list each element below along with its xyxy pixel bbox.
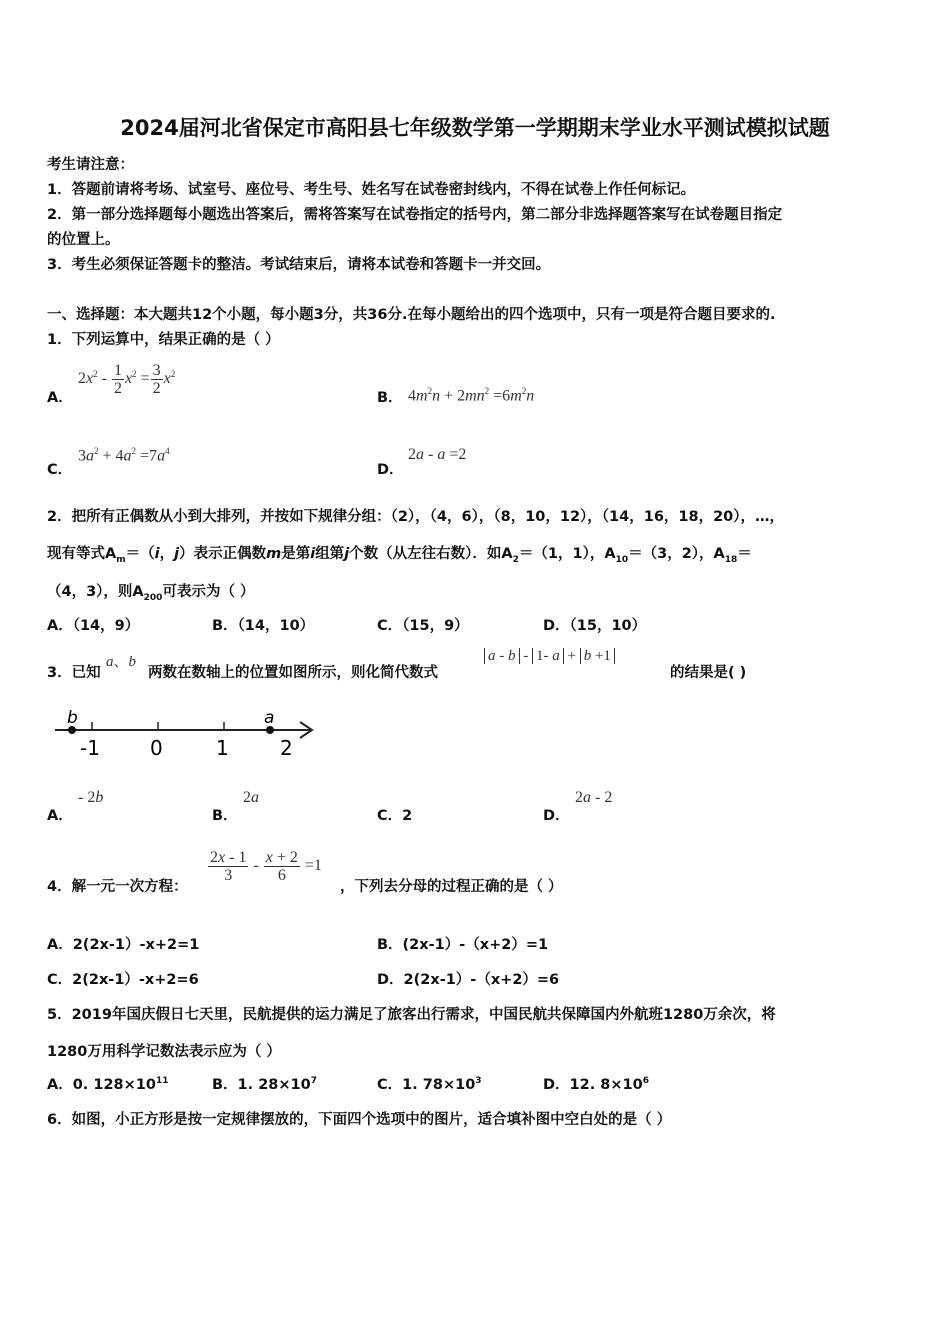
- q4-option-a: A．2(2x-1）-x+2=1: [47, 937, 200, 953]
- q1-option-a-formula: $2x^2$ - $\frac{1}{2}$ $x^2$ = $\frac{3}{2}$ $x^2$: [78, 362, 176, 397]
- q1-option-a-label: A．: [47, 390, 73, 406]
- q1-option-b-label: B．: [377, 390, 403, 406]
- q3-option-a-label: A．: [47, 808, 73, 824]
- q1-option-c-formula: $3a^2 + 4a^2 =7a^4$: [78, 446, 170, 465]
- q3-option-b-label: B．: [212, 808, 238, 824]
- notice-heading: 考生请注意：: [47, 157, 134, 173]
- label-b: b: [67, 708, 78, 728]
- notice-item: 2．第一部分选择题每小题选出答案后，需将答案写在试卷指定的括号内，第二部分非选择题答案写在试卷题目指定: [47, 207, 783, 223]
- number-line: [50, 700, 330, 770]
- question-2-line2: 现有等式$A_m=(i$，j）表示正偶数m是第i组第j个数（从左往右数）．如$A_2=(1$，1），$A_{10}=(3$，2），$A_{18}=$: [47, 546, 752, 565]
- q2-option-b: B．（14，10）: [212, 618, 315, 634]
- q2-option-c: C．（15，9）: [377, 618, 469, 634]
- page-title: 2024届河北省保定市高阳县七年级数学第一学期期末学业水平测试模拟试题: [120, 116, 830, 140]
- tick-label-0: 0: [150, 736, 163, 760]
- q4-option-d: D．2(2x-1）-（x+2）=6: [377, 972, 560, 988]
- notice-item: 3．考生必须保证答题卡的整洁。考试结束后，请将本试卷和答题卡一并交回。: [47, 257, 551, 273]
- tick-label-1: 1: [216, 736, 229, 760]
- q4-option-c: C．2(2x-1）-x+2=6: [47, 972, 199, 988]
- q2-option-a: A．（14，9）: [47, 618, 140, 634]
- q5-option-d: D．12. $8\times 10^6$: [543, 1076, 649, 1093]
- label-a: a: [264, 708, 275, 728]
- q5-option-c: C．1. $78\times 10^3$: [377, 1076, 482, 1093]
- q1-option-d-label: D．: [377, 462, 404, 478]
- question-2-line1: 2．把所有正偶数从小到大排列，并按如下规律分组：（2），（4，6），（8，10，12），（14，16，18，20），…，: [47, 509, 785, 525]
- q3-option-c: C．2: [377, 808, 413, 824]
- notice-item: 1．答题前请将考场、试室号、座位号、考生号、姓名写在试卷密封线内，不得在试卷上作任何标记。: [47, 182, 696, 198]
- notice-item: 的位置上。: [47, 232, 120, 248]
- q3-vars: a、b: [106, 654, 137, 670]
- tick-label-2: 2: [280, 736, 293, 760]
- tick-label-minus-1: -1: [80, 736, 100, 760]
- q1-option-c-label: C．: [47, 462, 73, 478]
- q3-option-d-formula: 2a - 2: [575, 789, 613, 806]
- question-5-line1: 5．2019年国庆假日七天里，民航提供的运力满足了旅客出行需求，中国民航共保障国内外航班1280万余次，将: [47, 1007, 776, 1023]
- question-4-post: ，下列去分母的过程正确的是（ ）: [340, 879, 563, 895]
- q3-option-d-label: D．: [543, 808, 570, 824]
- question-3-mid: 两数在数轴上的位置如图所示，则化简代数式: [148, 665, 438, 681]
- section-heading: 一、选择题：本大题共12个小题，每小题3分，共36分.在每小题给出的四个选项中，只有一项是符合题目要求的.: [47, 307, 776, 323]
- q4-equation: $\frac{2x - 1}{3}$ - $\frac{x + 2}{6}$ =1: [210, 849, 322, 884]
- q5-option-a: A．0. $128\times 10^{11}$: [47, 1076, 169, 1093]
- q3-option-a-formula: - 2b: [78, 789, 104, 806]
- question-6-stem: 6．如图，小正方形是按一定规律摆放的，下面四个选项中的图片，适合填补图中空白处的是（ ）: [47, 1112, 672, 1128]
- question-3-pre: 3．已知: [47, 665, 101, 681]
- question-2-line3: （4，3），则$A_{200}$可表示为（ ）: [47, 584, 255, 603]
- question-4-pre: 4．解一元一次方程：: [47, 879, 188, 895]
- q3-option-b-formula: 2a: [243, 789, 259, 806]
- q2-option-d: D．（15，10）: [543, 618, 647, 634]
- q5-option-b: B．1. $28\times 10^7$: [212, 1076, 317, 1093]
- q4-option-b: B．(2x-1）-（x+2）=1: [377, 937, 549, 953]
- q3-expression: a - b - 1- a + b +1: [484, 648, 615, 665]
- q1-option-b-formula: $4m^2n + 2mn^2 =6m^2n$: [408, 386, 535, 405]
- question-1-stem: 1．下列运算中，结果正确的是（ ）: [47, 332, 280, 348]
- question-5-line2: 1280万用科学记数法表示应为（ ）: [47, 1044, 281, 1060]
- question-3-post: 的结果是( ): [670, 665, 747, 681]
- q1-option-d-formula: 2a - a =2: [408, 446, 467, 463]
